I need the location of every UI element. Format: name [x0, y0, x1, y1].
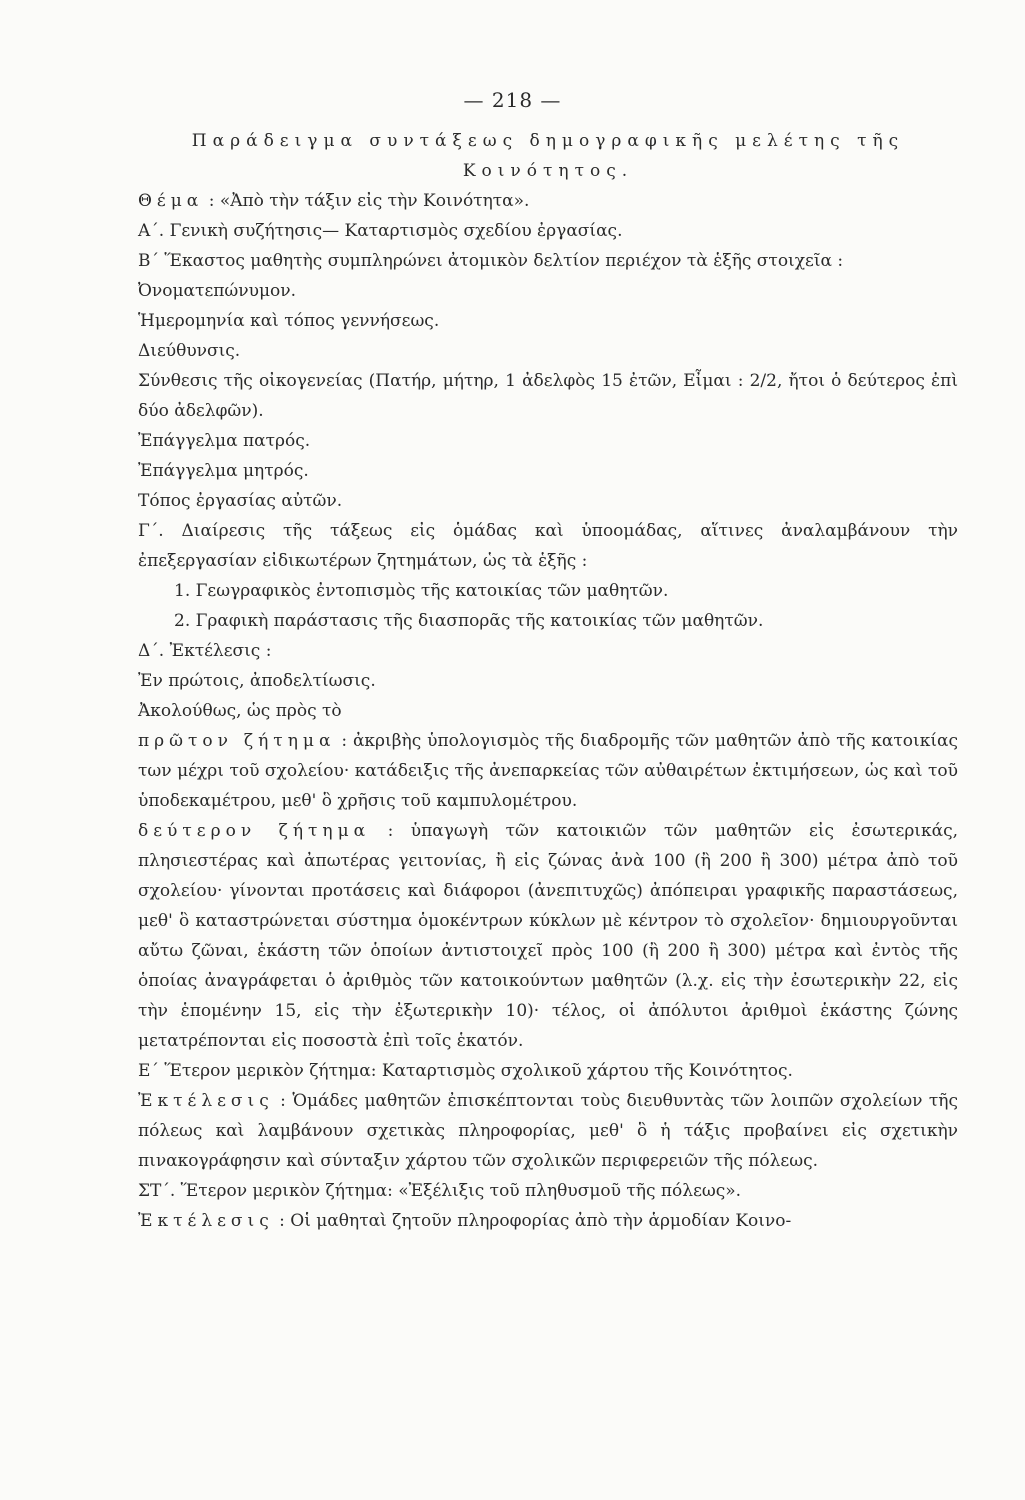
f-execution-label: Ἐκτέλεσις: [138, 1211, 274, 1231]
section-d: Δ΄. Ἐκτέλεσις :: [138, 641, 272, 661]
title-line-1: Παράδειγμα συντάξεως δημογραφικῆς μελέτης τῆς: [191, 131, 905, 151]
e-execution: [138, 1086, 958, 1176]
e-execution-text: : Ὁμάδες μαθητῶν ἐπισκέπτονται τοὺς διευθυντὰς τῶν λοιπῶν σχολείων τῆς πόλεως καὶ λαμβάνουν σχετικὰς πληροφορίας, μεθ' ὃ ἡ τάξις προβαίνει εἰς σχετικὴν πινακογράφησιν καὶ σύνταξιν χάρτου τῶν σχολικῶν περιφερειῶν τῆς πόλεως.: [138, 1091, 959, 1171]
section-b: Β΄ Ἕκαστος μαθητὴς συμπληρώνει ἀτομικὸν δελτίον περιέχον τὰ ἑξῆς στοιχεῖα :: [138, 251, 844, 271]
theme-text: : «Ἀπὸ τὴν τάξιν εἰς τὴν Κοινότητα».: [208, 191, 530, 211]
f-execution-text: : Οἱ μαθηταὶ ζητοῦν πληροφορίας ἀπὸ τὴν ἁρμοδίαν Κοινο-: [279, 1211, 792, 1231]
c-item-2: 2. Γραφικὴ παράστασις τῆς διασπορᾶς τῆς κατοικίας τῶν μαθητῶν.: [174, 611, 764, 631]
second-question-text: : ὑπαγωγὴ τῶν κατοικιῶν τῶν μαθητῶν εἰς ἐσωτερικάς, πλησιεστέρας καὶ ἀπωτέρας γειτονίας, ἢ εἰς ζώνας ἀνὰ 100 (ἢ 200 ἢ 300) μέτρα ἀπὸ τοῦ σχολείου· γίνονται προτάσεις καὶ διάφοροι (ἀνεπιτυχῶς) ἀπόπειραι γραφικῆς παραστάσεως, μεθ' ὃ καταστρώνεται σύστημα ὁμοκέντρων κύκλων μὲ κέντρον τὸ σχολεῖον· δημιουργοῦνται αὔτω ζῶναι, ἑκάστη τῶν ὁποίων ἀντιστοιχεῖ πρὸς 100 (ἢ 200 ἢ 300) μέτρα καὶ ἐντὸς τῆς ὁποίας ἀναγράφεται ὁ ἀριθμὸς τῶν κατοικούντων μαθητῶν (λ.χ. εἰς τὴν ἐσωτερικὴν 22, εἰς τὴν ἑπομένην 15, εἰς τὴν ἐξωτερικὴν 10)· τέλος, οἱ ἀπόλυτοι ἀριθμοὶ ἑκάστης ζώνης μετατρέπονται εἰς ποσοστὰ ἐπὶ τοῖς ἑκατόν.: [138, 821, 959, 1051]
page-number: — 218 —: [463, 88, 562, 112]
b-item-family: Σύνθεσις τῆς οἰκογενείας (Πατήρ, μήτηρ, 1 ἀδελφὸς 15 ἐτῶν, Εἶμαι : 2/2, ἤτοι ὁ δεύτερος ἐπὶ δύο ἀδελφῶν).: [138, 371, 958, 421]
theme-label: Θέμα: [138, 191, 204, 211]
section-a: Α΄. Γενικὴ συζήτησις— Καταρτισμὸς σχεδίου ἐργασίας.: [138, 221, 623, 241]
b-item-address: Διεύθυνσις.: [138, 341, 241, 361]
page-body: [138, 126, 958, 1236]
f-execution: [138, 1206, 958, 1236]
d-item-1: Ἐν πρώτοις, ἀποδελτίωσις.: [138, 671, 376, 691]
second-question-label: δεύτερον ζήτημα: [138, 821, 371, 841]
section-c: Γ΄. Διαίρεσις τῆς τάξεως εἰς ὁμάδας καὶ ὑποομάδας, αἵτινες ἀναλαμβάνουν τὴν ἐπεξεργασίαν εἰδικωτέρων ζητημάτων, ὡς τὰ ἑξῆς :: [138, 521, 958, 571]
title-line-2: Κοινότητος.: [462, 161, 634, 181]
first-question-label: πρῶτον ζήτημα: [138, 731, 336, 751]
section-f: ΣΤ΄. Ἕτερον μερικὸν ζήτημα: «Ἐξέλιξις τοῦ πληθυσμοῦ τῆς πόλεως».: [138, 1181, 742, 1201]
theme-paragraph: [138, 186, 958, 216]
section-e: Ε΄ Ἕτερον μερικὸν ζήτημα: Καταρτισμὸς σχολικοῦ χάρτου τῆς Κοινότητος.: [138, 1061, 793, 1081]
b-item-name: Ὀνοματεπώνυμον.: [138, 281, 296, 301]
b-item-birth: Ἡμερομηνία καὶ τόπος γεννήσεως.: [138, 311, 440, 331]
first-question: [138, 726, 958, 816]
e-execution-label: Ἐκτέλεσις: [138, 1091, 274, 1111]
b-item-father-job: Ἐπάγγελμα πατρός.: [138, 431, 311, 451]
b-item-workplace: Τόπος ἐργασίας αὐτῶν.: [138, 491, 343, 511]
b-item-mother-job: Ἐπάγγελμα μητρός.: [138, 461, 309, 481]
d-item-2: Ἀκολούθως, ὡς πρὸς τὸ: [138, 701, 342, 721]
c-item-1: 1. Γεωγραφικὸς ἐντοπισμὸς τῆς κατοικίας τῶν μαθητῶν.: [174, 581, 669, 601]
second-question: [138, 816, 958, 1056]
first-question-text: : ἀκριβὴς ὑπολογισμὸς τῆς διαδρομῆς τῶν μαθητῶν ἀπὸ τῆς κατοικίας των μέχρι τοῦ σχολείου· κατάδειξις τῆς ἀνεπαρκείας τῶν αὐθαιρέτων ἐκτιμήσεων, ὡς καὶ τοῦ ὑποδεκαμέτρου, μεθ' ὃ χρῆσις τοῦ καμπυλομέτρου.: [138, 731, 958, 811]
